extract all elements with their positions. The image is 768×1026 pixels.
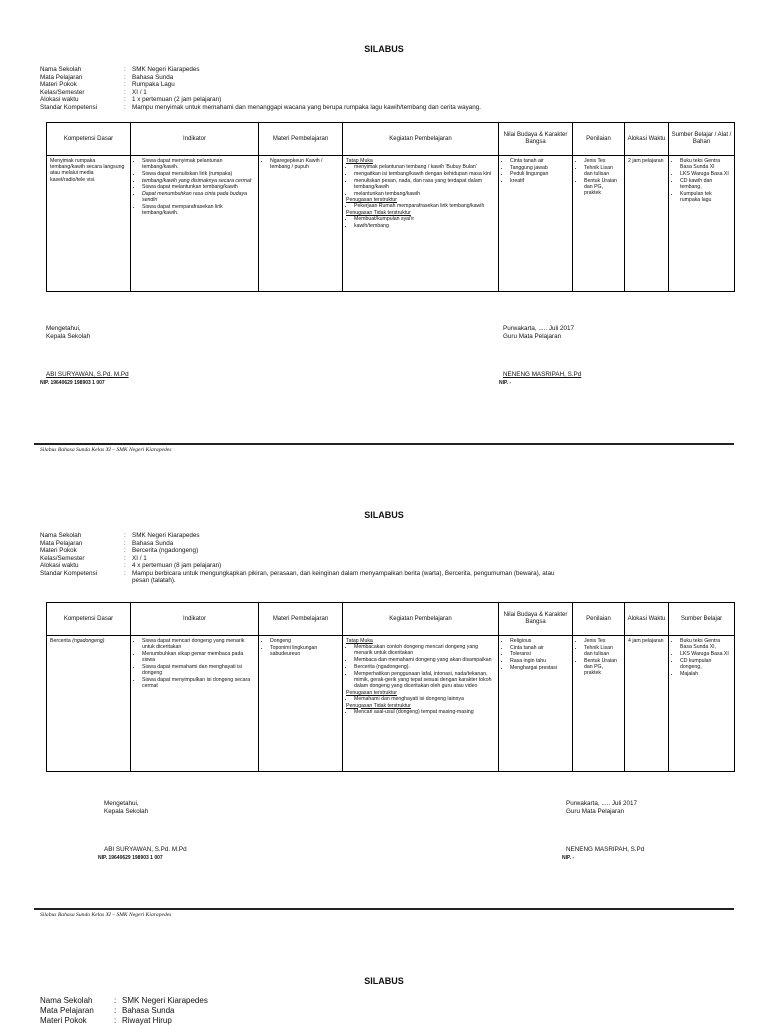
header-cell: Kompetensi Dasar xyxy=(47,123,131,156)
info-label: Alokasi waktu xyxy=(40,562,79,569)
list-item: • Siswa dapat memparafrasekan lirik tembang/kawih. xyxy=(142,204,255,216)
header-cell: Materi Pembelajaran xyxy=(259,123,343,156)
header-cell: Kompetensi Dasar xyxy=(47,603,131,636)
page1-info: Nama Sekolah : SMK Negeri Kiarapedes Mata Pelajaran : Bahasa Sunda Materi Pokok : Rumpaka Lagu Kelas/Semester : XI / 1 Alokasi waktu : 1 x pertemuan (2 jam pelajaran) Standar Kompetensi : Mampu menyimak untuk memahami dan menanggapi wacana yang berupa rumpaka lagu kawih/tembang dan cerita wayang. xyxy=(40,66,481,111)
list-item: • CD kumpulan dongeng, xyxy=(680,658,731,670)
page2-syllabus-table xyxy=(46,602,735,772)
list-item: • CD kawih dan tembang, xyxy=(680,178,731,190)
alokasi-cell xyxy=(625,156,669,292)
info-label: Materi Pokok xyxy=(40,547,77,554)
info-value: Bahasa Sunda xyxy=(132,539,174,547)
sign-line: Kepala Sekolah xyxy=(46,333,91,340)
sign-line: Kepala Sekolah xyxy=(104,808,149,815)
header-cell: Materi Pembelajaran xyxy=(259,603,343,636)
info-value: XI / 1 xyxy=(132,88,147,96)
kegiatan-cell xyxy=(343,636,499,772)
sign-line: Guru Mata Pelajaran xyxy=(503,333,562,340)
kegiatan-heading: Tatap Muka xyxy=(346,638,373,644)
header-cell: Nilai Budaya & Karakter Bangsa xyxy=(499,603,573,636)
list-item: • Rasa ingin tahu xyxy=(510,658,569,664)
header-cell: Penilaian xyxy=(573,603,625,636)
page3-info: Nama Sekolah : SMK Negeri Kiarapedes Mata Pelajaran : Bahasa Sunda Materi Pokok : Riwayat Hirup xyxy=(40,996,208,1025)
materi-cell xyxy=(259,636,343,772)
info-value: SMK Negeri Kiarapedes xyxy=(132,532,200,539)
info-label: Kelas/Semester xyxy=(40,88,85,96)
list-item: • Membacakan contoh dongeng mencari dongeng yang menarik untuk diceritakan xyxy=(354,644,495,656)
list-item: • Membaca dan memahami dongeng yang akan disampaikan xyxy=(354,657,495,663)
list-item: • Membuat/kumpulan syai'ir xyxy=(354,216,495,222)
page1-signature-right xyxy=(499,325,582,387)
page1-title: SILABUS xyxy=(364,44,404,54)
alokasi-text: 4 jam pelajaran xyxy=(628,638,664,644)
list-item: • Cinta tanah air xyxy=(510,158,569,164)
list-item: • Siswa dapat menuliskan lirik (rumpaka) xyxy=(142,171,255,177)
list-item: • Memperhatikan penggunaan lafal, intonasi, nada/tekanan, mimik, gerak-gerik yang tepat sesuai dengan karakter tokoh dalam dongeng yang diceritakan oleh guru atau video xyxy=(354,671,495,690)
list-item: • Tehnik Lisan dan tulisan xyxy=(584,165,621,177)
header-cell: Kegiatan Pembelajaran xyxy=(343,123,499,156)
page2-info: Nama Sekolah : SMK Negeri Kiarapedes Mata Pelajaran : Bahasa Sunda Materi Pokok : Bercerita (ngadongeng) Kelas/Semester : XI / 1 Alokasi waktu : 4 x pertemuan (8 jam pelajaran) Standar Kompetensi : Mampu berbicara untuk mengungkapkan pikiran, perasaan, dan keinginan dalam menyampaikan berita (warta), Bercerita, pengumuman (bewara), atau pesan (talatah). xyxy=(40,532,720,585)
signer-name: ABI SURYAWAN, S.Pd. M.Pd xyxy=(46,371,129,378)
info-label: Mata Pelajaran xyxy=(40,1006,94,1015)
list-item: • Siswa dapat menyimpulkan isi dongeng secara cermat xyxy=(142,677,255,689)
kegiatan-heading: Penugasan Tidak terstruktur xyxy=(346,210,411,217)
list-item: • Jenis Tes xyxy=(584,158,621,164)
kd-text: Menyimak rumpaka tembang/kawih secara langsung atau melalui media kaset/radio/tele visi. xyxy=(50,158,125,183)
sign-line: Purwakarta, ..... Juli 2017 xyxy=(503,325,575,332)
header-cell: Sumber Belajar / Alat / Bahan xyxy=(669,123,735,156)
kd-cell xyxy=(47,636,131,772)
list-item: • Menghargai prestasi xyxy=(510,665,569,671)
list-item: • mengaitkan isi tembang/kawih dengan kehidupan masa kini xyxy=(354,171,495,177)
list-item: • Menumbuhkan sikap gemar membaca pada siswa xyxy=(142,651,255,663)
sign-line: Guru Mata Pelajaran xyxy=(566,808,625,815)
signer-nip: NIP. - xyxy=(499,380,512,386)
header-cell: Alokasi Waktu xyxy=(625,123,669,156)
info-label: Alokasi waktu xyxy=(40,96,79,103)
table-header-row xyxy=(47,123,735,156)
list-item: • Bercerita (ngadongeng). xyxy=(354,664,495,670)
table-row xyxy=(47,156,735,292)
list-item: • Toponimi lingkungan sabudeureun xyxy=(270,645,339,657)
list-item: • LKS Waruga Basa XI xyxy=(680,651,731,657)
info-label: Standar Kompetensi xyxy=(40,569,98,577)
list-item: • Siswa dapat memahami dan menghayati isi dongeng xyxy=(142,664,255,676)
info-value: SMK Negeri Kiarapedes xyxy=(122,996,208,1005)
info-label: Materi Pokok xyxy=(40,81,77,88)
sign-line: Mengetahui, xyxy=(46,325,81,332)
info-value: Riwayat Hirup xyxy=(122,1016,172,1025)
indikator-cell xyxy=(131,156,259,292)
header-cell: Alokasi Waktu xyxy=(625,603,669,636)
info-label: Mata Pelajaran xyxy=(40,539,83,547)
page2-signature-right xyxy=(562,800,645,862)
alokasi-text: 2 jam pelajaran xyxy=(628,158,664,164)
page3-title: SILABUS xyxy=(364,976,404,986)
info-value: SMK Negeri Kiarapedes xyxy=(132,66,200,73)
list-item: • Siswa dapat menyimak pelantunan tembang/kawih. xyxy=(142,158,255,170)
list-item: • Memahami dan menghayati isi dongeng lainnya xyxy=(354,696,495,702)
table-row xyxy=(47,636,735,772)
kegiatan-heading: Penugasan Tidak terstruktur xyxy=(346,702,411,709)
info-label: Standar Kompetensi xyxy=(40,103,98,111)
list-item: • LKS Waruga Basa XI xyxy=(680,171,731,177)
list-item: • melantunkan tembang/kawih xyxy=(354,191,495,197)
page1-signature-left xyxy=(40,325,129,387)
list-item: • kawih/tembang xyxy=(354,223,495,229)
list-item: • Buku teks Gentra Basa Sunda XI, xyxy=(680,638,731,650)
info-label: Materi Pokok xyxy=(40,1016,87,1025)
header-cell: Sumber Belajar xyxy=(669,603,735,636)
info-value: Bahasa Sunda xyxy=(132,73,174,81)
page2-footer: Silabus Bahasa Sunda Kelas XI – SMK Negeri Kiarapedes xyxy=(40,912,172,918)
header-cell: Indikator xyxy=(131,123,259,156)
list-item: • Cinta tanah air xyxy=(510,645,569,651)
signer-nip: NIP. 19640629 198903 1 007 xyxy=(98,855,163,861)
page2-title: SILABUS xyxy=(364,510,404,520)
signer-name: NENENG MASRIPAH, S.Pd xyxy=(503,371,582,378)
sign-line: Mengetahui, xyxy=(104,800,139,807)
list-item: • menyimak pelantunan tembang / kawih 'Bubuy Bulan' xyxy=(354,164,495,170)
kegiatan-heading: Tatap Muka xyxy=(346,158,373,164)
list-item: • Dapat menumbuhkan rasa cinta pada budaya sendiri xyxy=(142,191,255,203)
info-label: Nama Sekolah xyxy=(40,532,82,539)
info-value: XI / 1 xyxy=(132,554,147,562)
kegiatan-heading: Penugasan terstruktur xyxy=(346,197,398,204)
header-cell: Kegiatan Pembelajaran xyxy=(343,603,499,636)
info-label: Mata Pelajaran xyxy=(40,73,83,81)
sumber-cell xyxy=(669,636,735,772)
kd-cell xyxy=(47,156,131,292)
list-item: • Tanggung jawab xyxy=(510,165,569,171)
list-item: • Jenis Tes xyxy=(584,638,621,644)
list-item: • Bentuk Uraian dan PG, praktek xyxy=(584,178,621,197)
list-item: • Siswa dapat mencari dongeng yang menarik untuk diceritakan xyxy=(142,638,255,650)
signer-name: ABI SURYAWAN, S.Pd. M.Pd xyxy=(104,846,187,853)
info-value: Rumpaka Lagu xyxy=(132,81,175,88)
info-value: 4 x pertemuan (8 jam pelajaran) xyxy=(132,562,222,569)
header-cell: Penilaian xyxy=(573,123,625,156)
info-label: Nama Sekolah xyxy=(40,66,82,73)
list-item: • menuliskan pesan, nada, dan rasa yang terdapat dalam tembang/kawih xyxy=(354,178,495,190)
list-item: • Peduli lingungan xyxy=(510,171,569,177)
list-item: • Mencari asal-usul (dongeng) tempat masing-masing xyxy=(354,709,495,715)
penilaian-cell xyxy=(573,636,625,772)
page2-signature-left xyxy=(98,800,187,862)
nilai-cell xyxy=(499,156,573,292)
nilai-cell xyxy=(499,636,573,772)
list-item: • Majalah xyxy=(680,671,731,677)
table-header-row xyxy=(47,603,735,636)
penilaian-cell xyxy=(573,156,625,292)
signer-nip: NIP. - xyxy=(562,855,575,861)
page-divider xyxy=(34,908,734,910)
info-label: Nama Sekolah xyxy=(40,996,93,1005)
header-cell: Indikator xyxy=(131,603,259,636)
list-item: • Tehnik Lisan dan tulisan xyxy=(584,645,621,657)
list-item: • Dongeng xyxy=(270,638,339,644)
page1-syllabus-table xyxy=(46,122,735,292)
info-label: Kelas/Semester xyxy=(40,554,85,562)
signer-name: NENENG MASRIPAH, S.Pd xyxy=(566,846,645,853)
kegiatan-cell xyxy=(343,156,499,292)
page-divider xyxy=(34,443,734,445)
info-value: 1 x pertemuan (2 jam pelajaran) xyxy=(132,96,222,103)
kd-text: Bercerita xyxy=(50,638,71,644)
sign-line: Purwakarta, ..... Juli 2017 xyxy=(566,800,638,807)
list-item: • Ngaregepkeun Kawih / tembang / pupuh xyxy=(270,158,339,170)
materi-cell xyxy=(259,156,343,292)
list-item: • Kumpulan tek rumpaka lagu xyxy=(680,191,731,203)
signer-nip: NIP. 19640629 198903 1 007 xyxy=(40,380,105,386)
info-value: Mampu menyimak untuk memahami dan menanggapi wacana yang berupa rumpaka lagu kawih/tembang dan cerita wayang. xyxy=(132,103,481,111)
info-value: Bahasa Sunda xyxy=(122,1006,175,1015)
kegiatan-heading: Penugasan terstruktur xyxy=(346,689,398,696)
list-item: • kreatif xyxy=(510,178,569,184)
page1-footer: Silabus Bahasa Sunda Kelas XI – SMK Negeri Kiarapedes xyxy=(40,447,172,453)
list-item: • Siswa dapat melantunkan tembang/kawih xyxy=(142,184,255,190)
header-cell: Nilai Budaya & Karakter Bangsa xyxy=(499,123,573,156)
sumber-cell xyxy=(669,156,735,292)
list-item: • Toleransi xyxy=(510,651,569,657)
indikator-cell xyxy=(131,636,259,772)
list-item: • Pekerjaan Rumah memparafrasekan lirik tembang/kawih xyxy=(354,203,495,209)
kd-text-italic: (ngadongeng) xyxy=(72,638,105,644)
list-item: • Bentuk Uraian dan PG, praktek xyxy=(584,658,621,677)
alokasi-cell xyxy=(625,636,669,772)
info-value: Mampu berbicara untuk mengungkapkan pikiran, perasaan, dan keinginan dalam menyampaikan berita (warta), Bercerita, pengumuman (bewara), atau pesan (talatah). xyxy=(132,569,555,584)
info-value: Bercerita (ngadongeng) xyxy=(132,547,199,554)
list-item: • tembang/kawih yang disimaknya secara cermat xyxy=(142,178,255,184)
list-item: • Religious xyxy=(510,638,569,644)
list-item: • Buku teks Gentra Basa Sunda XI xyxy=(680,158,731,170)
